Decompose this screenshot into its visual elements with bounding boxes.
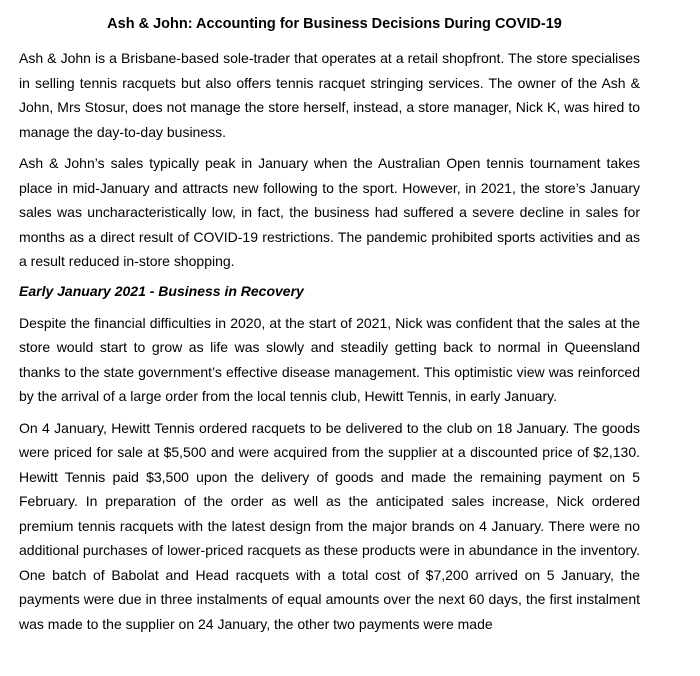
paragraph-section-2: On 4 January, Hewitt Tennis ordered racquets to be delivered to the club on 18 January. The goods were priced for sale at $5,500 and were acquired from the supplier at a discounted price of $2,130. Hewitt Tennis paid $3,500 upon the delivery of goods and made the remaining payment on 5 February. In preparation of the order as well as the anticipated sales increase, Nick ordered premium tennis racquets with the latest design from the major brands on 4 January. There were no additional purchases of lower-priced racquets as these products were in abundance in the inventory. One batch of Babolat and Head racquets with a total cost of $7,200 arrived on 5 January, the payments were due in three instalments of equal amounts over the next 60 days, the first instalment was made to the supplier on 24 January, the other two payments were made <box>19 419 640 632</box>
document-title: Ash & John: Accounting for Business Decisions During COVID-19 <box>107 16 562 32</box>
paragraph-section-1: Despite the financial difficulties in 2020, at the start of 2021, Nick was confident that the sales at the store would start to grow as life was slowly and steadily getting back to normal in Queensland thanks to the state government’s effective disease management. This optimistic view was reinforced by the arrival of a large order from the local tennis club, Hewitt Tennis, in early January. <box>19 314 640 404</box>
paragraph-intro-2: Ash & John’s sales typically peak in January when the Australian Open tennis tournament takes place in mid-January and attracts new following to the sport. However, in 2021, the store’s January sales was uncharacteristically low, in fact, the business had suffered a severe decline in sales for months as a direct result of COVID-19 restrictions. The pandemic prohibited sports activities and as a result reduced in-store shopping. <box>19 155 640 269</box>
section-heading: Early January 2021 - Business in Recovery <box>19 282 304 299</box>
paragraph-intro-1: Ash & John is a Brisbane-based sole-trader that operates at a retail shopfront. The store specialises in selling tennis racquets but also offers tennis racquet stringing services. The owner of the Ash & John, Mrs Stosur, does not manage the store herself, instead, a store manager, Nick K, was hired to manage the day-to-day business. <box>19 50 640 140</box>
